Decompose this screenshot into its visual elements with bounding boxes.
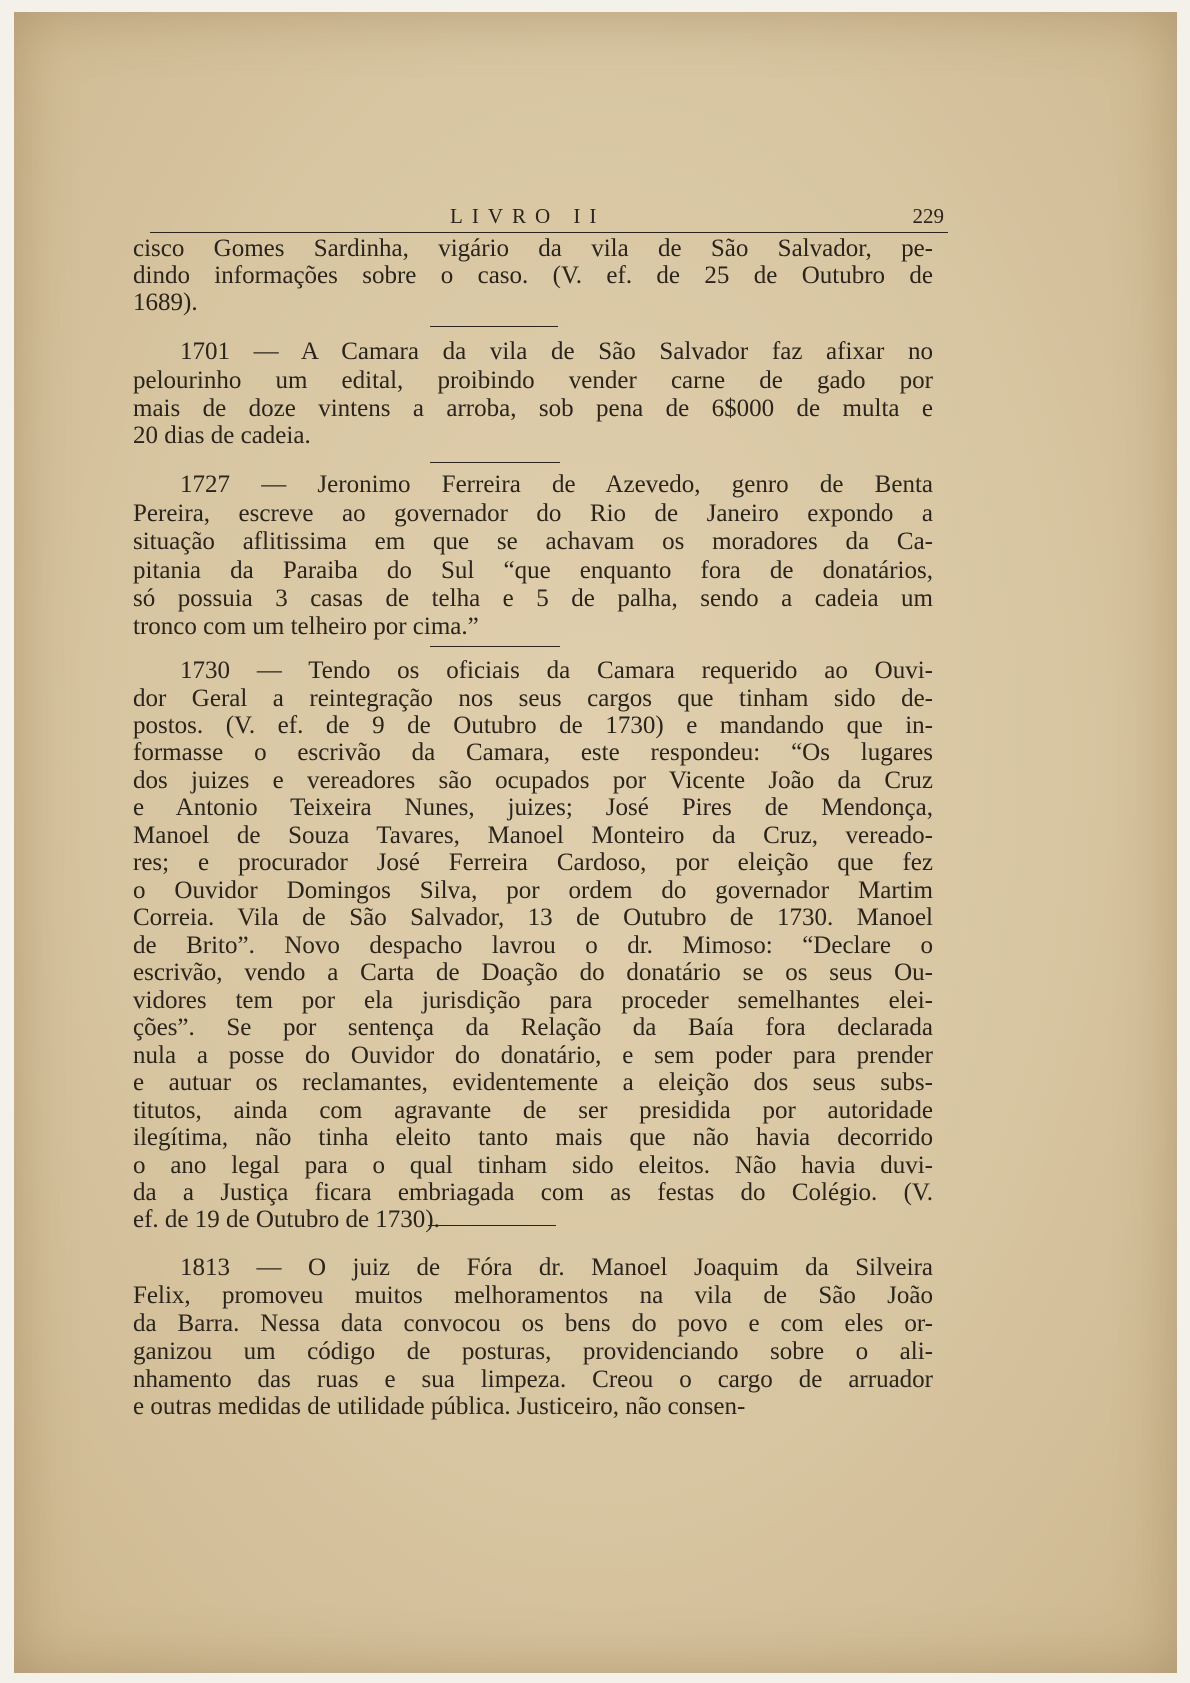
text-line: cisco Gomes Sardinha, vigário da vila de São Salvador, pe-	[133, 235, 933, 262]
text-line: vidores tem por ela jurisdição para proceder semelhantes elei-	[133, 987, 933, 1014]
page-header	[150, 204, 948, 233]
text-line: ef. de 19 de Outubro de 1730).	[133, 1206, 440, 1233]
text-line: ilegítima, não tinha eleito tanto mais que não havia decorrido	[133, 1124, 933, 1151]
text-line: mais de doze vintens a arroba, sob pena de 6$000 de multa e	[133, 395, 933, 422]
text-line: situação aflitissima em que se achavam os moradores da Ca-	[133, 528, 933, 555]
text-line: 1813 — O juiz de Fóra dr. Manoel Joaquim da Silveira	[180, 1254, 933, 1281]
text-line: res; e procurador José Ferreira Cardoso, por eleição que fez	[133, 849, 933, 876]
text-line: e autuar os reclamantes, evidentemente a eleição dos seus subs-	[133, 1069, 933, 1096]
text-line: nula a posse do Ouvidor do donatário, e sem poder para prender	[133, 1042, 933, 1069]
section-separator	[430, 646, 560, 647]
text-line: titutos, ainda com agravante de ser presidida por autoridade	[133, 1097, 933, 1124]
running-head: LIVRO II	[450, 204, 606, 228]
text-line: Manoel de Souza Tavares, Manoel Monteiro da Cruz, vereado-	[133, 822, 933, 849]
text-line: da a Justiça ficara embriagada com as festas do Colégio. (V.	[133, 1179, 933, 1206]
text-line: formasse o escrivão da Camara, este respondeu: “Os lugares	[133, 739, 933, 766]
text-line: o ano legal para o qual tinham sido eleitos. Não havia duvi-	[133, 1152, 933, 1179]
text-line: dos juizes e vereadores são ocupados por Vicente João da Cruz	[133, 767, 933, 794]
text-line: Correia. Vila de São Salvador, 13 de Outubro de 1730. Manoel	[133, 904, 933, 931]
text-line: ções”. Se por sentença da Relação da Baía fora declarada	[133, 1014, 933, 1041]
text-line: postos. (V. ef. de 9 de Outubro de 1730) e mandando que in-	[133, 712, 933, 739]
text-line: Pereira, escreve ao governador do Rio de Janeiro expondo a	[133, 500, 933, 527]
text-line: e Antonio Teixeira Nunes, juizes; José Pires de Mendonça,	[133, 794, 933, 821]
section-separator	[430, 326, 558, 327]
text-line: 1701 — A Camara da vila de São Salvador faz afixar no	[180, 338, 933, 365]
text-line: ganizou um código de posturas, providenciando sobre o ali-	[133, 1338, 933, 1365]
text-line: dor Geral a reintegração nos seus cargos que tinham sido de-	[133, 685, 933, 712]
text-line: 1727 — Jeronimo Ferreira de Azevedo, genro de Benta	[180, 471, 933, 498]
text-line: Felix, promoveu muitos melhoramentos na vila de São João	[133, 1282, 933, 1309]
text-line: nhamento das ruas e sua limpeza. Creou o cargo de arruador	[133, 1366, 933, 1393]
text-line: dindo informações sobre o caso. (V. ef. de 25 de Outubro de	[133, 262, 933, 289]
section-separator	[430, 462, 560, 463]
page-number: 229	[912, 204, 944, 228]
text-line: escrivão, vendo a Carta de Doação do donatário se os seus Ou-	[133, 959, 933, 986]
text-line: só possuia 3 casas de telha e 5 de palha, sendo a cadeia um	[133, 585, 933, 612]
text-line: 1689).	[133, 289, 198, 316]
section-separator	[428, 1225, 556, 1226]
text-line: tronco com um telheiro por cima.”	[133, 613, 479, 640]
text-line: pelourinho um edital, proibindo vender carne de gado por	[133, 367, 933, 394]
text-line: 20 dias de cadeia.	[133, 422, 311, 449]
text-line: de Brito”. Novo despacho lavrou o dr. Mimoso: “Declare o	[133, 932, 933, 959]
text-line: 1730 — Tendo os oficiais da Camara requerido ao Ouvi-	[180, 657, 933, 684]
text-line: e outras medidas de utilidade pública. Justiceiro, não consen-	[133, 1393, 746, 1420]
text-line: da Barra. Nessa data convocou os bens do povo e com eles or-	[133, 1310, 933, 1337]
text-line: o Ouvidor Domingos Silva, por ordem do governador Martim	[133, 877, 933, 904]
text-line: pitania da Paraiba do Sul “que enquanto fora de donatários,	[133, 557, 933, 584]
